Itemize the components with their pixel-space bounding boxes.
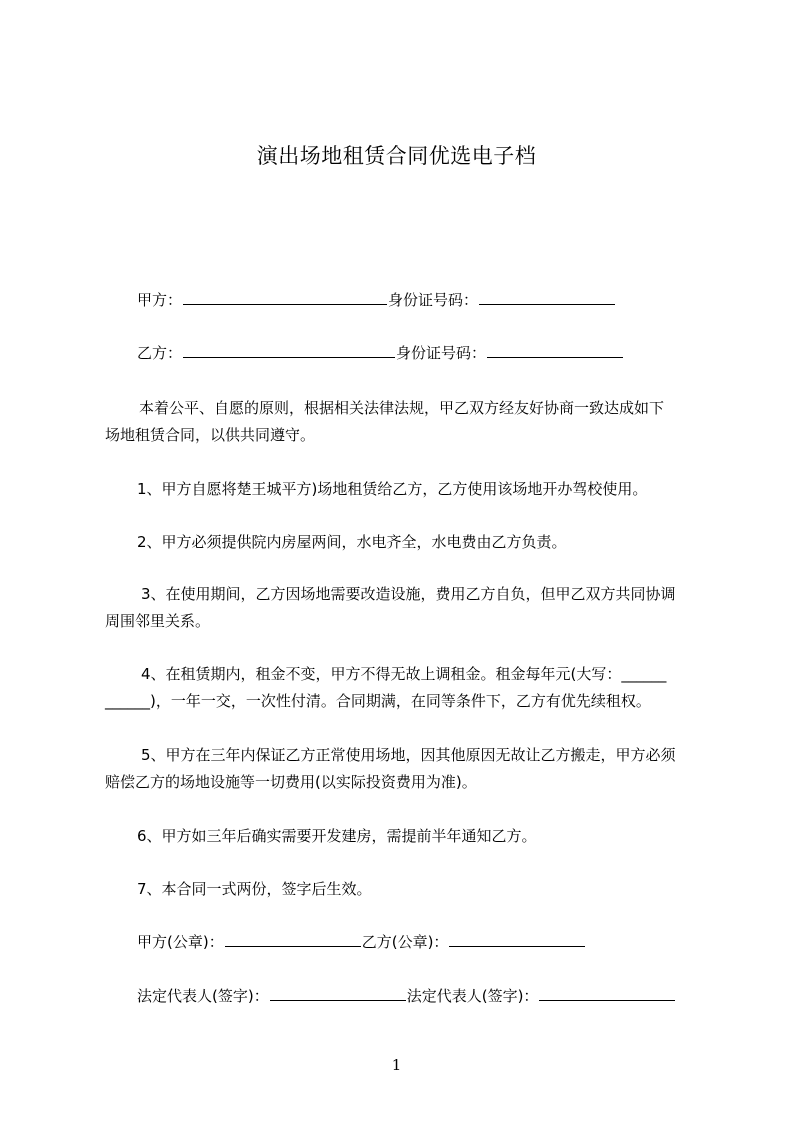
clause-5-line-2: 赔偿乙方的场地设施等一切费用(以实际投资费用为准)。	[105, 773, 477, 791]
party-b-line	[137, 343, 624, 363]
party-a-line	[137, 290, 616, 310]
seal-b-label: 乙方(公章)：	[361, 933, 449, 951]
rep-b-field[interactable]	[539, 986, 675, 1001]
clause-5-line-1: 5、甲方在三年内保证乙方正常使用场地，因其他原因无故让乙方搬走，甲方必须	[141, 746, 676, 764]
clause-3-line-1: 3、在使用期间，乙方因场地需要改造设施，费用乙方自负，但甲乙双方共同协调	[141, 585, 676, 603]
party-a-id-label: 身份证号码：	[388, 291, 479, 309]
rep-a-label: 法定代表人(签字)：	[137, 987, 269, 1005]
party-a-label: 甲方：	[137, 291, 183, 309]
page-number: 1	[391, 1056, 402, 1074]
seal-a-label: 甲方(公章)：	[137, 933, 224, 951]
seal-a-field[interactable]	[225, 932, 361, 947]
representative-line	[137, 986, 676, 1006]
intro-line-1: 本着公平、自愿的原则，根据相关法律法规，甲乙双方经友好协商一致达成如下	[139, 399, 665, 417]
clause-2: 2、甲方必须提供院内房屋两间，水电齐全，水电费由乙方负责。	[137, 533, 567, 551]
party-b-id-label: 身份证号码：	[396, 344, 487, 362]
clause-4-line-2: ______)，一年一交，一次性付清。合同期满，在同等条件下，乙方有优先续租权。	[105, 692, 651, 710]
document-title: 演出场地租赁合同优选电子档	[256, 144, 537, 168]
intro-line-2: 场地租赁合同，以供共同遵守。	[105, 426, 316, 444]
clause-6: 6、甲方如三年后确实需要开发建房，需提前半年通知乙方。	[137, 827, 537, 845]
party-a-id-field[interactable]	[479, 290, 615, 305]
party-b-label: 乙方：	[137, 344, 183, 362]
party-b-id-field[interactable]	[487, 343, 623, 358]
clause-7: 7、本合同一式两份，签字后生效。	[137, 880, 372, 898]
party-a-name-field[interactable]	[183, 290, 387, 305]
clause-1: 1、甲方自愿将楚王城平方)场地租赁给乙方，乙方使用该场地开办驾校使用。	[137, 480, 648, 498]
clause-3-line-2: 周围邻里关系。	[105, 612, 211, 630]
rep-b-label: 法定代表人(签字)：	[406, 987, 539, 1005]
clause-4-line-1: 4、在租赁期内，租金不变，甲方不得无故上调租金。租金每年元(大写：______	[141, 665, 667, 683]
rep-a-field[interactable]	[270, 986, 406, 1001]
seal-line	[137, 932, 586, 952]
party-b-name-field[interactable]	[183, 343, 395, 358]
seal-b-field[interactable]	[449, 932, 585, 947]
